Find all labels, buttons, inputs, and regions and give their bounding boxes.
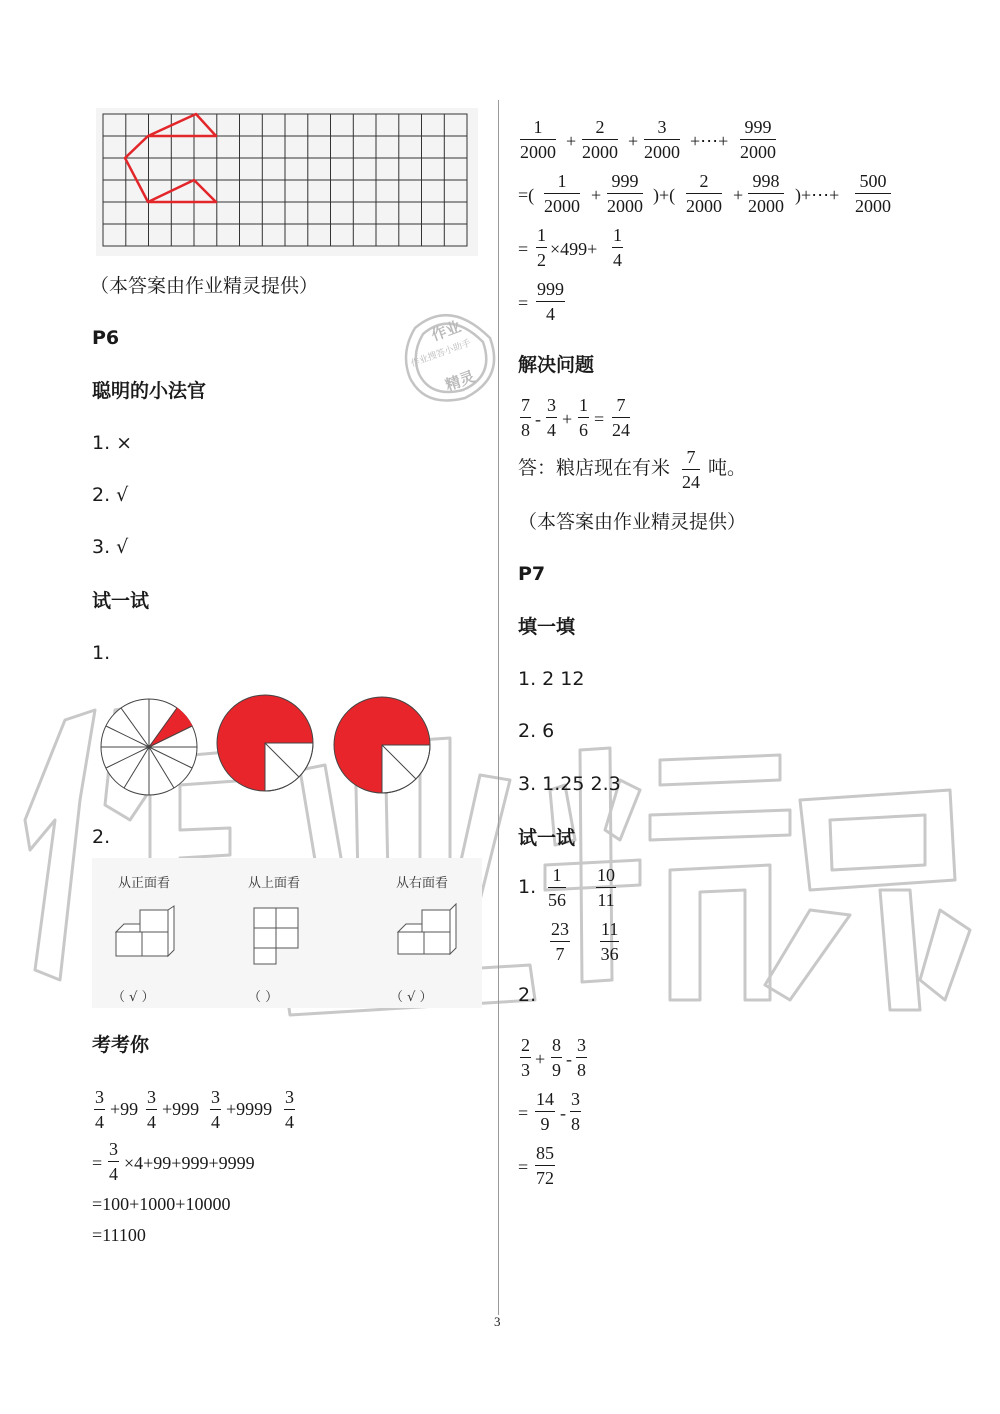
calc2-eq: =: [518, 1103, 529, 1123]
kao-text-4: ×4+99+999+9999: [124, 1153, 255, 1173]
kao-line-4: =11100: [92, 1225, 146, 1245]
circles-figure: [92, 690, 442, 800]
solve-op-1: -: [535, 409, 541, 429]
page-p6-heading: P6: [92, 327, 120, 349]
sum2-eq: =(: [518, 185, 535, 205]
sum1-frac-2: $\frac{2}{2000}$: [582, 117, 618, 162]
sum2-op-1: +: [591, 185, 602, 205]
sum3-frac-1: $\frac{1}{2}$: [537, 225, 546, 270]
sum3-eq: =: [518, 239, 529, 259]
view-mark-right: （ √ ）: [390, 990, 433, 1005]
try-frac-1: $\frac{1}{56}$: [548, 865, 566, 910]
stamp-text-mid: 作业搜答小助手: [409, 338, 473, 370]
credit-line-left: （本答案由作业精灵提供）: [90, 275, 319, 297]
judge-item-3: 3. √: [92, 536, 129, 558]
section-try-heading-right: 试一试: [518, 827, 576, 849]
credit-line-right: （本答案由作业精灵提供）: [518, 511, 747, 533]
sum2-frac-4: $\frac{998}{2000}$: [748, 171, 784, 216]
calc1-op-1: +: [535, 1049, 546, 1069]
solve-op-2: +: [562, 409, 573, 429]
section-kao-heading: 考考你: [92, 1034, 150, 1056]
sum2-frac-3: $\frac{2}{2000}$: [686, 171, 722, 216]
answer-prefix: 答：粮店现在有米: [518, 457, 671, 479]
view-caption-right: 从右面看: [396, 876, 449, 891]
calc3-frac: $\frac{85}{72}$: [536, 1143, 554, 1188]
sum2-op-4: )+⋯+: [795, 185, 840, 205]
circle-1: [101, 699, 197, 795]
sum3-mid: ×499+: [550, 239, 598, 259]
kao-frac-4: $\frac{3}{4}$: [285, 1087, 294, 1132]
column-divider: [498, 100, 499, 1315]
circle-2: [217, 695, 313, 791]
view-caption-top: 从上面看: [248, 876, 301, 891]
solve-frac-4: $\frac{7}{24}$: [612, 395, 630, 440]
page-number: 3: [494, 1314, 501, 1329]
sum2-frac-5: $\frac{500}{2000}$: [855, 171, 891, 216]
solve-frac-3: $\frac{1}{6}$: [579, 395, 588, 440]
watermark-stamp: [395, 298, 505, 408]
kao-text-3: +9999: [226, 1099, 273, 1119]
grid-figure: [96, 108, 478, 256]
fill-item-1: 1. 2 12: [518, 668, 585, 690]
watermark-text: [20, 680, 24, 681]
view-mark-front: （ √ ）: [112, 990, 155, 1005]
sum1-op-3: +⋯+: [690, 131, 729, 151]
solve-frac-2: $\frac{3}{4}$: [547, 395, 556, 440]
calc2-frac-2: $\frac{3}{8}$: [571, 1089, 580, 1134]
judge-item-1: 1. ×: [92, 432, 133, 454]
solve-op-3: =: [594, 409, 605, 429]
try-frac-3: $\frac{23}{7}$: [551, 919, 569, 964]
calc1-frac-3: $\frac{3}{8}$: [577, 1035, 586, 1080]
calc3-eq: =: [518, 1157, 529, 1177]
solve-frac-1: $\frac{7}{8}$: [521, 395, 530, 440]
circle-3: [334, 697, 430, 793]
sum1-frac-3: $\frac{3}{2000}$: [644, 117, 680, 162]
calc1-op-2: -: [566, 1049, 572, 1069]
kao-line-3: =100+1000+10000: [92, 1194, 231, 1214]
view-caption-front: 从正面看: [118, 876, 171, 891]
sum3-frac-2: $\frac{1}{4}$: [613, 225, 622, 270]
section-solve-heading: 解决问题: [518, 354, 595, 376]
sum1-op-1: +: [566, 131, 577, 151]
calc1-frac-2: $\frac{8}{9}$: [552, 1035, 561, 1080]
sum2-frac-1: $\frac{1}{2000}$: [544, 171, 580, 216]
kao-frac-5: $\frac{3}{4}$: [109, 1139, 118, 1184]
sum1-op-2: +: [628, 131, 639, 151]
try-item-1-label: 1.: [92, 642, 111, 664]
kao-frac-3: $\frac{3}{4}$: [211, 1087, 220, 1132]
kao-text-1: +99: [110, 1099, 139, 1119]
fill-item-3: 3. 1.25 2.3: [518, 773, 621, 795]
view-mark-top: （ ）: [248, 990, 279, 1005]
kao-frac-2: $\frac{3}{4}$: [147, 1087, 156, 1132]
sum1-frac-1: $\frac{1}{2000}$: [520, 117, 556, 162]
sum2-op-3: +: [733, 185, 744, 205]
try-right-item-1-label: 1.: [518, 876, 537, 898]
kao-frac-1: $\frac{3}{4}$: [95, 1087, 104, 1132]
try-right-item-2-label: 2.: [518, 984, 537, 1006]
try-item-2-label: 2.: [92, 826, 111, 848]
sum4-eq: =: [518, 293, 529, 313]
answer-suffix: 吨。: [708, 457, 747, 479]
answer-frac: $\frac{7}{24}$: [682, 447, 700, 492]
section-fill-heading: 填一填: [518, 616, 576, 638]
stamp-text-bottom: 精灵: [442, 367, 478, 395]
try-frac-4: $\frac{11}{36}$: [600, 919, 619, 964]
stamp-text-top: 作业: [428, 317, 464, 345]
kao-text-2: +999: [162, 1099, 200, 1119]
views-figure: [92, 858, 482, 1008]
calc1-frac-1: $\frac{2}{3}$: [521, 1035, 530, 1080]
page-p7-heading: P7: [518, 563, 546, 585]
calc2-op: -: [560, 1103, 566, 1123]
calc2-frac-1: $\frac{14}{9}$: [536, 1089, 554, 1134]
fill-item-2: 2. 6: [518, 720, 555, 742]
judge-item-2: 2. √: [92, 484, 129, 506]
sum4-frac: $\frac{999}{4}$: [537, 279, 564, 324]
sum1-frac-4: $\frac{999}{2000}$: [740, 117, 776, 162]
section-judge-heading: 聪明的小法官: [92, 380, 207, 402]
try-frac-2: $\frac{10}{11}$: [597, 865, 615, 910]
sum2-op-2: )+(: [653, 185, 676, 205]
section-try-heading-left: 试一试: [92, 590, 150, 612]
sum2-frac-2: $\frac{999}{2000}$: [607, 171, 643, 216]
kao-eq-2: =: [92, 1153, 103, 1173]
